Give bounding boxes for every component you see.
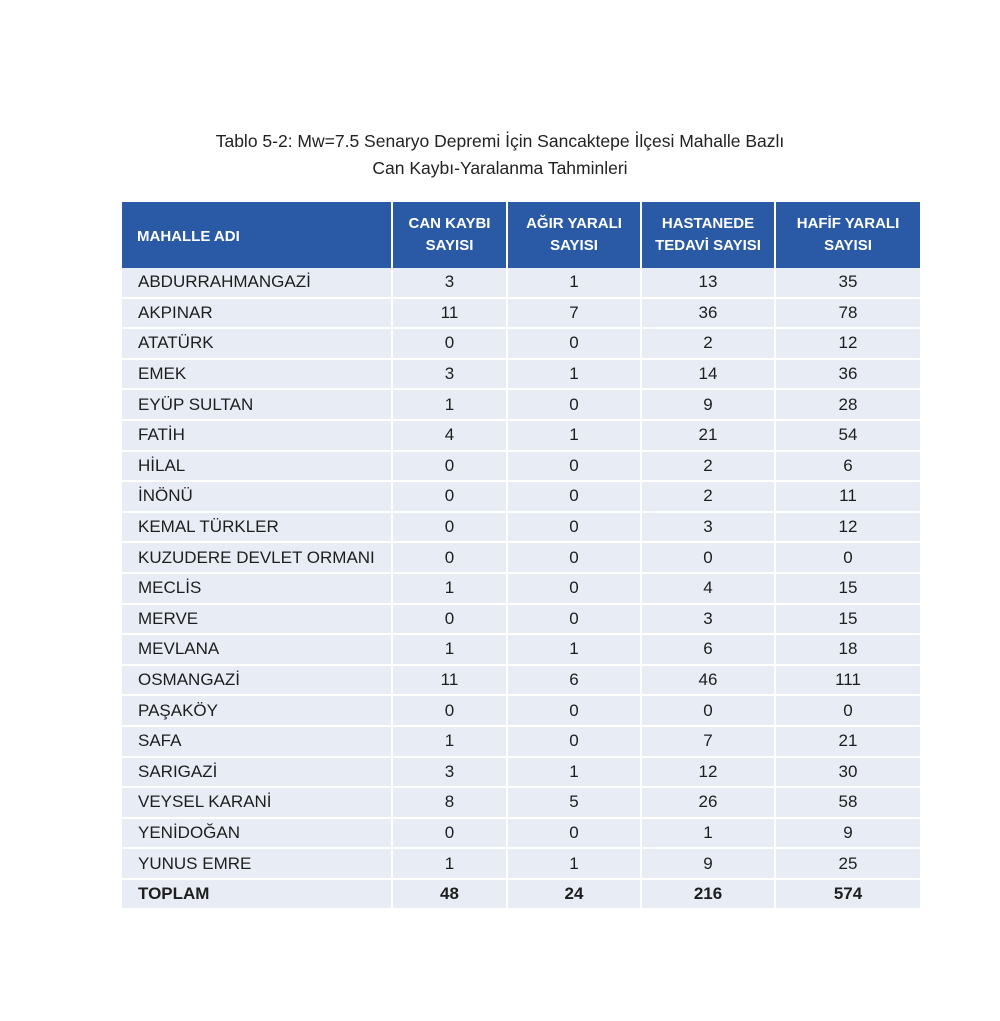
cell-hospitalized: 0 [642,543,776,574]
cell-light-injured: 35 [776,268,920,299]
total-light-injured: 574 [776,880,920,911]
cell-severe-injured: 0 [508,513,642,544]
cell-light-injured: 28 [776,390,920,421]
cell-light-injured: 0 [776,696,920,727]
table-row [122,788,920,819]
cell-deaths: 1 [393,635,508,666]
cell-severe-injured: 0 [508,574,642,605]
table-row [122,819,920,850]
header-severe-injured [508,202,642,268]
cell-hospitalized: 6 [642,635,776,666]
header-row [122,202,920,268]
cell-severe-injured: 1 [508,849,642,880]
cell-severe-injured: 1 [508,635,642,666]
cell-hospitalized: 2 [642,452,776,483]
cell-light-injured: 12 [776,513,920,544]
total-row [122,880,920,911]
cell-light-injured: 54 [776,421,920,452]
cell-hospitalized: 12 [642,758,776,789]
cell-neighborhood: PAŞAKÖY [122,696,393,727]
cell-neighborhood: VEYSEL KARANİ [122,788,393,819]
cell-severe-injured: 1 [508,268,642,299]
cell-deaths: 1 [393,849,508,880]
cell-hospitalized: 13 [642,268,776,299]
cell-hospitalized: 2 [642,482,776,513]
caption-line-2: Can Kaybı-Yaralanma Tahminleri [372,158,628,178]
cell-neighborhood: AKPINAR [122,299,393,330]
cell-deaths: 1 [393,390,508,421]
cell-hospitalized: 3 [642,513,776,544]
cell-neighborhood: İNÖNÜ [122,482,393,513]
header-deaths [393,202,508,268]
cell-neighborhood: MECLİS [122,574,393,605]
header-hospitalized [642,202,776,268]
table-row [122,727,920,758]
cell-neighborhood: YUNUS EMRE [122,849,393,880]
header-text: HASTANEDE [661,215,755,232]
casualty-table [122,202,920,910]
header-neighborhood [122,202,393,268]
cell-light-injured: 36 [776,360,920,391]
table-row [122,666,920,697]
cell-neighborhood: KEMAL TÜRKLER [122,513,393,544]
cell-neighborhood: EMEK [122,360,393,391]
table-row [122,329,920,360]
table-body [122,268,920,910]
cell-hospitalized: 9 [642,390,776,421]
cell-light-injured: 78 [776,299,920,330]
header-text: CAN KAYBI [408,215,491,232]
cell-deaths: 0 [393,819,508,850]
cell-neighborhood: MEVLANA [122,635,393,666]
cell-hospitalized: 9 [642,849,776,880]
cell-severe-injured: 0 [508,543,642,574]
table-row [122,482,920,513]
cell-deaths: 1 [393,574,508,605]
cell-deaths: 0 [393,452,508,483]
cell-neighborhood: ABDURRAHMANGAZİ [122,268,393,299]
table-row [122,390,920,421]
cell-severe-injured: 5 [508,788,642,819]
header-text: TEDAVİ SAYISI [655,237,761,254]
cell-deaths: 1 [393,727,508,758]
table-row [122,574,920,605]
cell-deaths: 4 [393,421,508,452]
cell-deaths: 11 [393,299,508,330]
cell-severe-injured: 1 [508,758,642,789]
cell-neighborhood: HİLAL [122,452,393,483]
table-caption [0,128,1000,182]
header-text: HAFİF YARALI [796,215,900,232]
table-row [122,268,920,299]
table-row [122,360,920,391]
cell-light-injured: 15 [776,605,920,636]
cell-light-injured: 25 [776,849,920,880]
cell-deaths: 0 [393,696,508,727]
cell-deaths: 8 [393,788,508,819]
table-header [122,202,920,268]
cell-severe-injured: 7 [508,299,642,330]
cell-light-injured: 58 [776,788,920,819]
cell-deaths: 0 [393,482,508,513]
cell-severe-injured: 0 [508,605,642,636]
cell-deaths: 3 [393,268,508,299]
table-row [122,299,920,330]
header-text: MAHALLE ADI [137,228,240,245]
cell-deaths: 0 [393,543,508,574]
cell-hospitalized: 0 [642,696,776,727]
cell-neighborhood: ATATÜRK [122,329,393,360]
cell-hospitalized: 4 [642,574,776,605]
table-row [122,421,920,452]
table-row [122,513,920,544]
table-row [122,696,920,727]
cell-neighborhood: FATİH [122,421,393,452]
cell-severe-injured: 6 [508,666,642,697]
cell-hospitalized: 21 [642,421,776,452]
cell-severe-injured: 0 [508,696,642,727]
cell-deaths: 11 [393,666,508,697]
cell-neighborhood: OSMANGAZİ [122,666,393,697]
cell-deaths: 0 [393,329,508,360]
cell-light-injured: 12 [776,329,920,360]
caption-line-1: Tablo 5-2: Mw=7.5 Senaryo Depremi İçin Sancaktepe İlçesi Mahalle Bazlı [215,131,785,151]
cell-neighborhood: SAFA [122,727,393,758]
cell-severe-injured: 0 [508,727,642,758]
table-row [122,605,920,636]
cell-severe-injured: 0 [508,329,642,360]
cell-hospitalized: 2 [642,329,776,360]
cell-deaths: 0 [393,605,508,636]
total-deaths: 48 [393,880,508,911]
cell-deaths: 0 [393,513,508,544]
cell-severe-injured: 0 [508,452,642,483]
total-severe-injured: 24 [508,880,642,911]
table-row [122,452,920,483]
total-label: TOPLAM [122,880,393,911]
header-text: SAYISI [824,237,872,254]
table-row [122,849,920,880]
cell-hospitalized: 14 [642,360,776,391]
cell-severe-injured: 0 [508,482,642,513]
cell-hospitalized: 1 [642,819,776,850]
table-row [122,758,920,789]
cell-neighborhood: SARIGAZİ [122,758,393,789]
cell-hospitalized: 36 [642,299,776,330]
total-hospitalized: 216 [642,880,776,911]
cell-hospitalized: 26 [642,788,776,819]
cell-light-injured: 111 [776,666,920,697]
cell-hospitalized: 3 [642,605,776,636]
cell-hospitalized: 46 [642,666,776,697]
cell-light-injured: 9 [776,819,920,850]
cell-severe-injured: 0 [508,390,642,421]
cell-light-injured: 0 [776,543,920,574]
header-text: SAYISI [550,237,598,254]
cell-hospitalized: 7 [642,727,776,758]
cell-light-injured: 15 [776,574,920,605]
cell-light-injured: 11 [776,482,920,513]
cell-neighborhood: YENİDOĞAN [122,819,393,850]
cell-deaths: 3 [393,360,508,391]
cell-neighborhood: KUZUDERE DEVLET ORMANI [122,543,393,574]
table-row [122,635,920,666]
cell-severe-injured: 1 [508,360,642,391]
header-text: AĞIR YARALI [526,215,622,232]
cell-light-injured: 30 [776,758,920,789]
cell-neighborhood: EYÜP SULTAN [122,390,393,421]
cell-light-injured: 21 [776,727,920,758]
cell-severe-injured: 0 [508,819,642,850]
cell-light-injured: 18 [776,635,920,666]
cell-severe-injured: 1 [508,421,642,452]
cell-neighborhood: MERVE [122,605,393,636]
cell-light-injured: 6 [776,452,920,483]
cell-deaths: 3 [393,758,508,789]
header-light-injured [776,202,920,268]
table-row [122,543,920,574]
header-text: SAYISI [425,237,474,254]
